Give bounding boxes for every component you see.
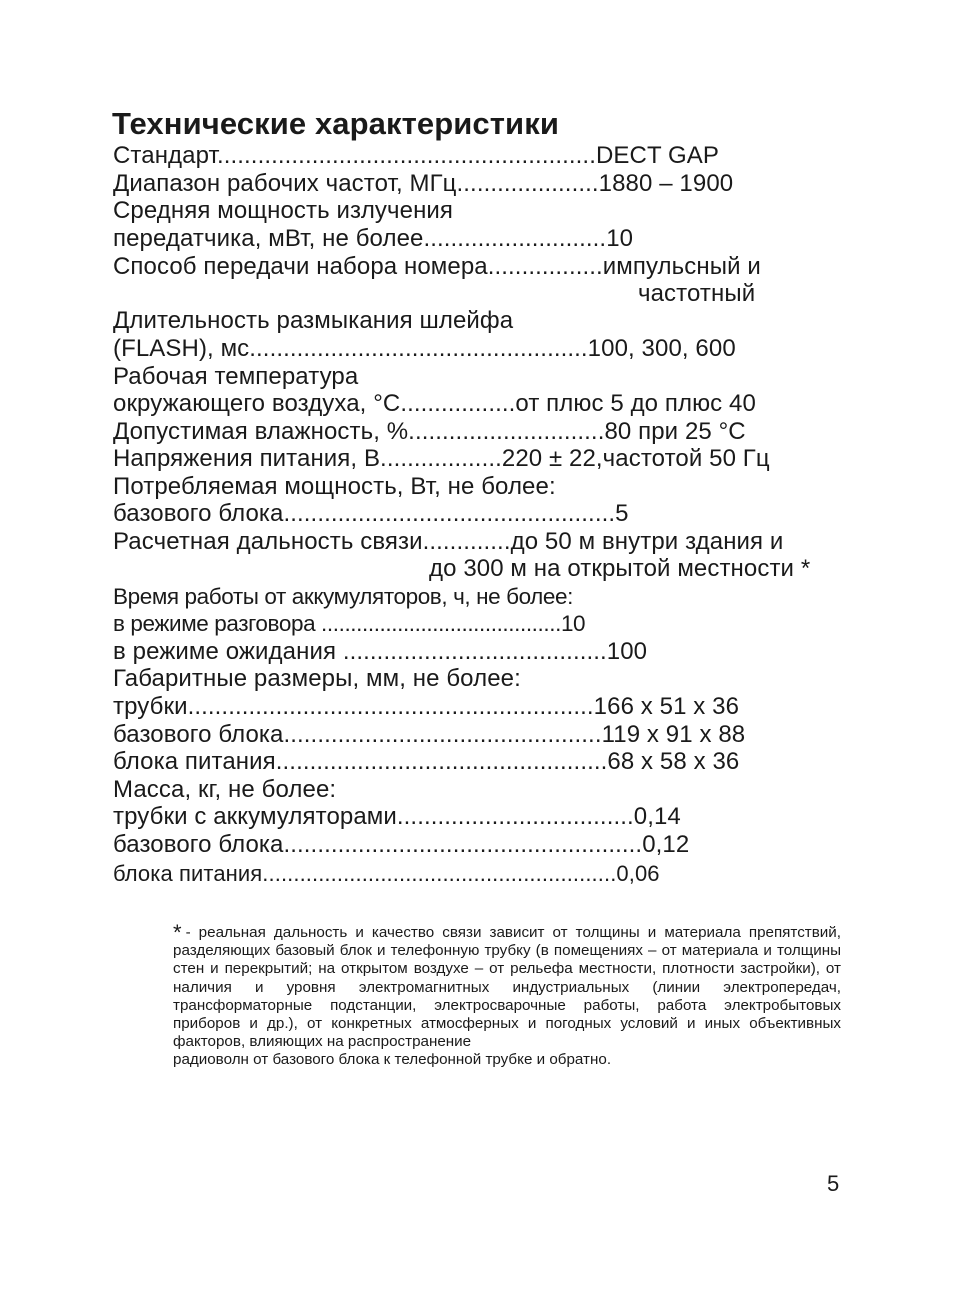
spec-mass-psu: блока питания.........................................................0,06 [113,861,660,886]
spec-range-cont: до 300 м на открытой местности * [429,555,811,582]
spec-mass-handset: трубки с аккумуляторами...................................0,14 [113,803,681,830]
spec-standby-time: в режиме ожидания .......................................100 [113,638,648,665]
spec-battery-label: Время работы от аккумуляторов, ч, не более: [113,584,573,609]
spec-flash-label: Длительность размыкания шлейфа [113,307,514,334]
spec-dial-mode: Способ передачи набора номера.................импульсный и [113,253,761,280]
spec-humidity: Допустимая влажность, %.............................80 при 25 °С [113,418,746,445]
footnote-last-line: радиоволн от базового блока к телефонной трубке и обратно. [173,1051,612,1069]
spec-consumption-label: Потребляемая мощность, Вт, не более: [113,473,556,500]
spec-range: Расчетная дальность связи.............до 50 м внутри здания и [113,528,784,555]
spec-dim-handset: трубки............................................................166 х 51 х 36 [113,693,740,720]
spec-base-consumption: базового блока.................................................5 [113,500,629,527]
spec-flash-values: (FLASH), мс..................................................100, 300, 600 [113,335,736,362]
spec-talk-time: в режиме разговора .........................................10 [113,611,586,636]
spec-standard: Стандарт........................................................DECT GAP [113,142,720,169]
spec-supply-voltage: Напряжения питания, В..................220 ± 22,частотой 50 Гц [113,445,770,472]
footnote-body: - реальная дальность и качество связи зависит от толщины и материала препятствий, разделяющих базовый блок и телефонную трубку (в помещениях – от материала и толщины стен и перекрытий; на открытом воздухе – от рельефа местности, плотности застройки), от наличия и уровня электромагнитных индустриальных (линии электропередач, трансформаторные подстанции, электросварочные работы, работа электробытовых приборов и др.), от конкретных атмосферных и погодных условий и иных объективных факторов, влияющих на распространение [173,924,841,1051]
spec-mass-base: базового блока.....................................................0,12 [113,831,690,858]
spec-temperature-label: Рабочая температура [113,363,359,390]
spec-dial-mode-cont: частотный [638,280,756,307]
page-title: Технические характеристики [112,106,559,141]
spec-transmitter-power: передатчика, мВт, не более...........................10 [113,225,634,252]
footnote [173,920,841,1070]
spec-mass-label: Масса, кг, не более: [113,776,337,803]
spec-temperature-range: окружающего воздуха, °С.................от плюс 5 до плюс 40 [113,390,756,417]
spec-dim-base: базового блока...............................................119 х 91 х 88 [113,721,746,748]
spec-dim-psu: блока питания.................................................68 х 58 х 36 [113,748,740,775]
spec-dimensions-label: Габаритные размеры, мм, не более: [113,665,521,692]
footnote-star: * [173,920,182,945]
page-number: 5 [827,1171,840,1196]
spec-frequency-range: Диапазон рабочих частот, МГц.....................1880 – 1900 [113,170,734,197]
spec-power-label: Средняя мощность излучения [113,197,454,224]
